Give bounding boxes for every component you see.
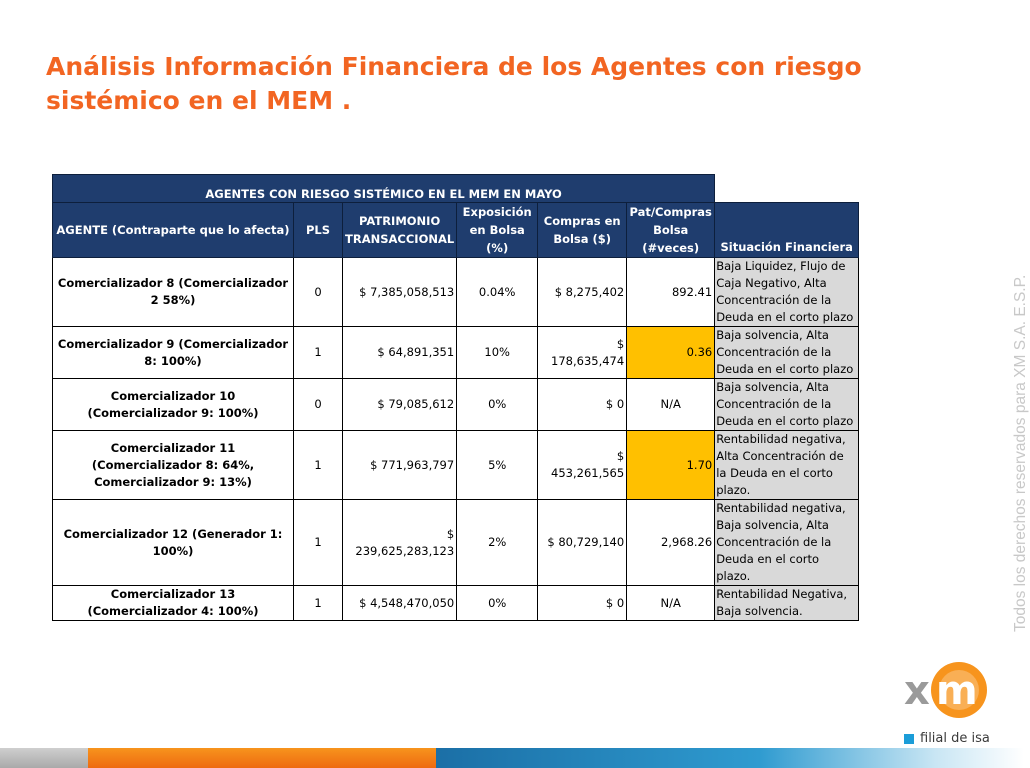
header-situacion: Situación Financiera [715,203,859,258]
logo-wordmark: x [904,668,930,714]
cell-pat-compras-highlight: 1.70 [627,431,715,500]
cell-compras: $ 8,275,402 [538,258,627,327]
cell-situacion: Baja solvencia, Alta Concentración de la Deuda en el corto plazo [715,327,859,379]
cell-situacion: Baja Liquidez, Flujo de Caja Negativo, Alta Concentración de la Deuda en el corto plazo [715,258,859,327]
tagline-text: filial de isa [920,731,990,746]
cell-agente: Comercializador 10 (Comercializador 9: 100%) [53,379,294,431]
cell-patrimonio: $ 239,625,283,123 [343,500,457,586]
cell-exposicion: 5% [457,431,538,500]
cell-agente: Comercializador 12 (Generador 1: 100%) [53,500,294,586]
cell-situacion: Rentabilidad negativa, Alta Concentración de la Deuda en el corto plazo. [715,431,859,500]
cell-pls: 1 [294,586,343,621]
cell-exposicion: 0% [457,586,538,621]
header-patrimonio: PATRIMONIO TRANSACCIONAL [343,203,457,258]
cell-compras: $ 0 [538,379,627,431]
cell-compras: $ 0 [538,586,627,621]
logo-wordmark-m: m [936,668,978,714]
cell-pls: 1 [294,500,343,586]
cell-patrimonio: $ 771,963,797 [343,431,457,500]
tagline [904,731,990,746]
cell-pls: 1 [294,431,343,500]
cell-pat-compras: 892.41 [627,258,715,327]
table-row [53,379,859,431]
table-row [53,258,859,327]
table-row [53,431,859,500]
cell-situacion: Baja solvencia, Alta Concentración de la Deuda en el corto plazo [715,379,859,431]
table-banner: AGENTES CON RIESGO SISTÉMICO EN EL MEM EN MAYO [53,175,715,203]
cell-pat-compras-highlight: 0.36 [627,327,715,379]
cell-pat-compras: 2,968.26 [627,500,715,586]
cell-exposicion: 0% [457,379,538,431]
cell-patrimonio: $ 4,548,470,050 [343,586,457,621]
footer-bar-blue [436,748,1024,768]
header-exposicion: Exposición en Bolsa (%) [457,203,538,258]
cell-situacion: Rentabilidad negativa, Baja solvencia, Alta Concentración de la Deuda en el corto plazo. [715,500,859,586]
header-row [53,203,859,258]
table-row [53,586,859,621]
agents-risk-table [52,174,859,621]
cell-pls: 0 [294,258,343,327]
copyright-watermark: Todos los derechos reservados para XM S.A. E.S.P. [1012,274,1029,632]
header-compras: Compras en Bolsa ($) [538,203,627,258]
cell-agente: Comercializador 8 (Comercializador 2 58%) [53,258,294,327]
footer-bar-gray [0,748,88,768]
cell-exposicion: 2% [457,500,538,586]
table-row [53,500,859,586]
banner-spacer [715,175,859,203]
table-row [53,327,859,379]
cell-exposicion: 10% [457,327,538,379]
cell-compras: $ 80,729,140 [538,500,627,586]
cell-compras: $ 453,261,565 [538,431,627,500]
header-pat-compras: Pat/Compras Bolsa (#veces) [627,203,715,258]
header-pls: PLS [294,203,343,258]
page-title: Análisis Información Financiera de los Agentes con riesgo sistémico en el MEM . [46,52,862,115]
footer-bar-orange [88,748,436,768]
cell-situacion: Rentabilidad Negativa, Baja solvencia. [715,586,859,621]
cell-agente: Comercializador 11 (Comercializador 8: 64%, Comercializador 9: 13%) [53,431,294,500]
cell-pls: 0 [294,379,343,431]
cell-patrimonio: $ 7,385,058,513 [343,258,457,327]
cell-pat-compras: N/A [627,379,715,431]
cell-patrimonio: $ 64,891,351 [343,327,457,379]
header-agente: AGENTE (Contraparte que lo afecta) [53,203,294,258]
cell-patrimonio: $ 79,085,612 [343,379,457,431]
cell-compras: $ 178,635,474 [538,327,627,379]
cell-agente: Comercializador 9 (Comercializador 8: 100%) [53,327,294,379]
banner-row [53,175,859,203]
xm-logo-icon [902,656,992,726]
square-icon [904,734,914,744]
cell-agente: Comercializador 13 (Comercializador 4: 100%) [53,586,294,621]
cell-exposicion: 0.04% [457,258,538,327]
cell-pat-compras: N/A [627,586,715,621]
cell-pls: 1 [294,327,343,379]
